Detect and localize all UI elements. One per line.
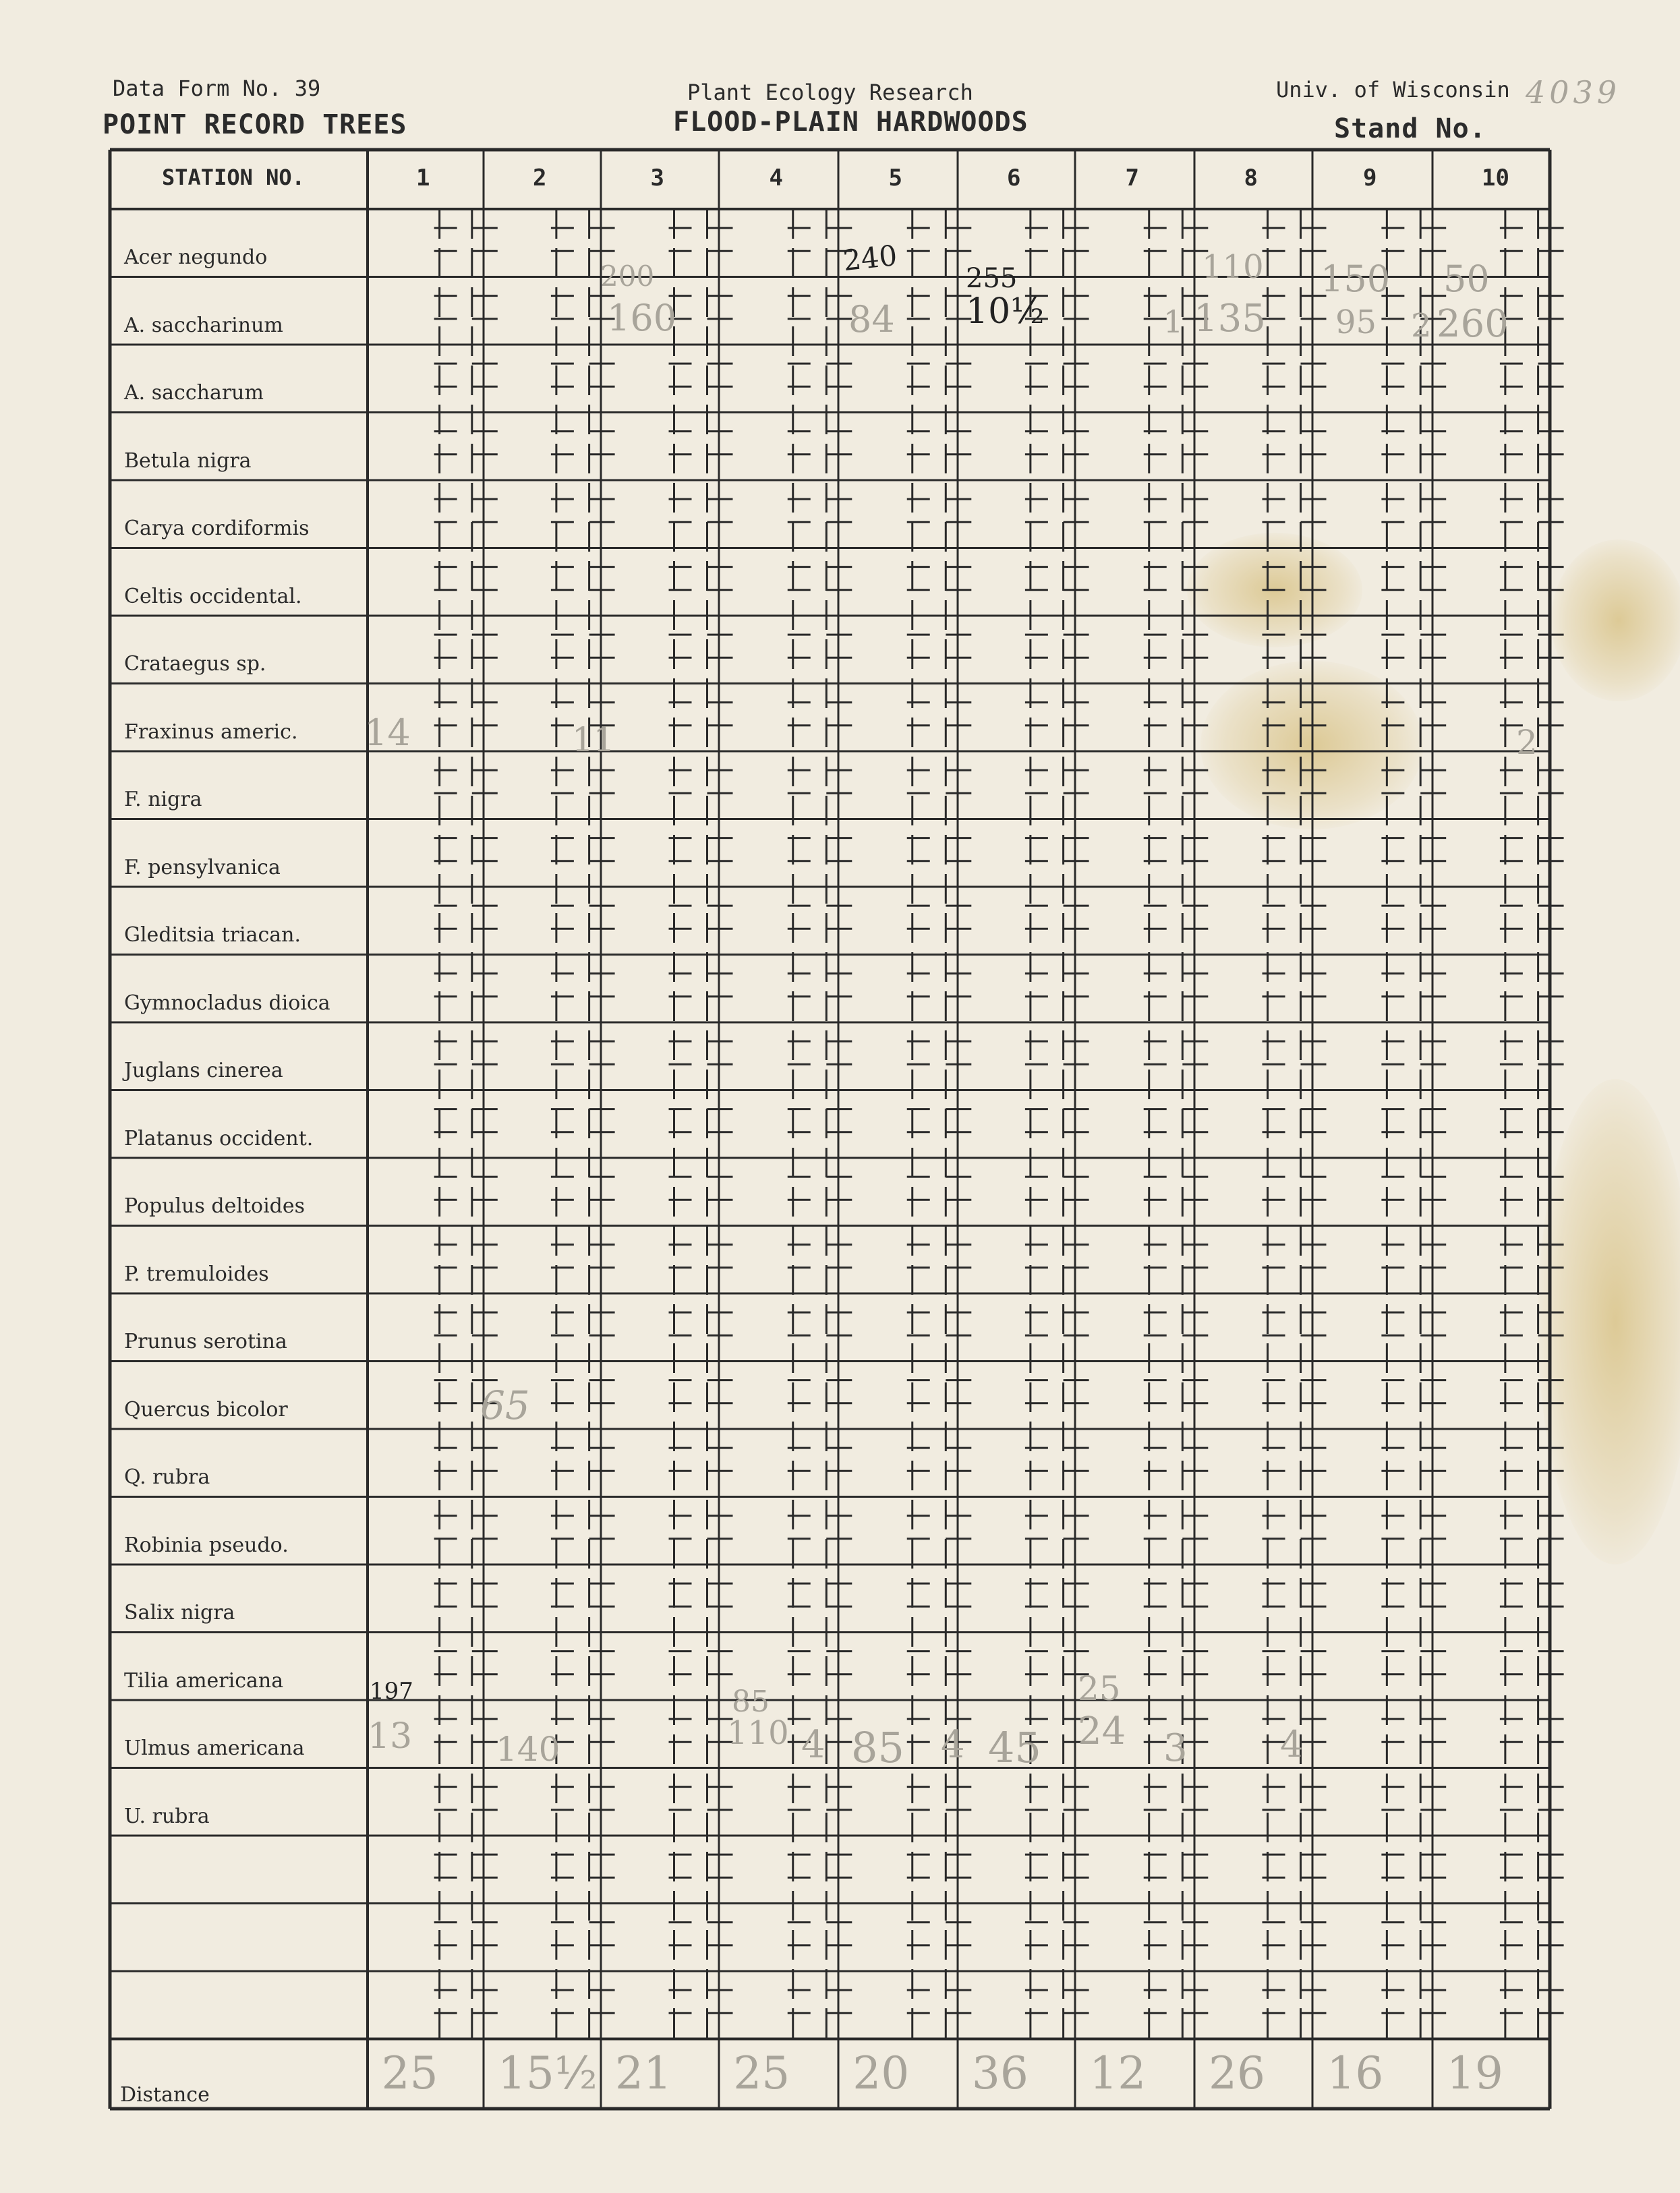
distance-value: 15½	[497, 2047, 598, 2099]
species-label: Gleditsia triacan.	[124, 923, 301, 947]
entry-fraxinus-s2: 11	[572, 720, 615, 759]
entry-saccharinum-s9a: 150	[1321, 258, 1391, 300]
species-label: Robinia pseudo.	[124, 1533, 289, 1557]
stand-label: Stand No.	[1334, 113, 1486, 144]
distance-value: 36	[971, 2047, 1029, 2099]
station-number: 4	[769, 165, 783, 192]
species-label: Quercus bicolor	[124, 1397, 288, 1422]
entry-saccharinum-s5: 84	[848, 298, 895, 341]
species-label: Fraxinus americ.	[124, 720, 298, 744]
species-label: Tilia americana	[124, 1668, 284, 1693]
species-label: Platanus occident.	[124, 1126, 314, 1150]
distance-value: 26	[1209, 2047, 1265, 2099]
species-label: Ulmus americana	[124, 1736, 305, 1760]
species-label: F. nigra	[124, 788, 202, 811]
distance-value: 25	[381, 2047, 438, 2099]
entry-saccharinum-s7: 1	[1163, 303, 1184, 340]
species-label: Q. rubra	[124, 1465, 210, 1489]
species-label: Celtis occidental.	[124, 584, 302, 608]
distance-value: 19	[1446, 2047, 1503, 2099]
form-number: Data Form No. 39	[113, 76, 321, 101]
station-number: 1	[416, 165, 430, 192]
species-label: Gymnocladus dioica	[124, 991, 330, 1015]
entry-saccharinum-s6a: 255	[966, 263, 1018, 294]
station-number: 9	[1363, 165, 1377, 192]
station-number: 6	[1007, 165, 1021, 192]
entry-saccharinum-s10b: 260	[1437, 302, 1509, 346]
species-label: Salix nigra	[124, 1601, 235, 1625]
station-number: 5	[888, 165, 902, 192]
entry-ulmus-s7a: 25	[1078, 1669, 1121, 1708]
entry-saccharinum-s6b: 10½	[966, 291, 1045, 332]
entry-fraxinus-s10: 2	[1516, 723, 1538, 762]
species-label: F. pensylvanica	[124, 855, 281, 879]
station-number: 3	[650, 165, 664, 192]
entry-ulmus-s4n: 4	[801, 1723, 825, 1767]
community-title: FLOOD-PLAIN HARDWOODS	[673, 107, 1029, 138]
stand-number: 4039	[1526, 74, 1621, 111]
entry-tilia-s1: 197	[370, 1678, 413, 1705]
station-number: 10	[1482, 165, 1509, 192]
station-number: 7	[1125, 165, 1139, 192]
form-title: POINT RECORD TREES	[103, 109, 407, 140]
entry-ulmus-s2: 140	[496, 1730, 560, 1769]
entry-saccharinum-s8a: 110	[1202, 248, 1264, 286]
entry-saccharinum-s10n: 2	[1411, 307, 1432, 345]
species-label: A. saccharum	[124, 381, 264, 405]
station-header: STATION NO.	[162, 165, 305, 190]
entry-saccharinum-s10a: 50	[1443, 258, 1490, 300]
entry-ulmus-s5n: 4	[941, 1723, 965, 1767]
program-title: Plant Ecology Research	[687, 80, 973, 105]
entry-ulmus-s4b: 110	[727, 1714, 789, 1752]
species-label: P. tremuloides	[124, 1262, 269, 1286]
species-label: Prunus serotina	[124, 1330, 287, 1353]
species-label: Populus deltoides	[124, 1194, 306, 1218]
entry-ulmus-s4a: 85	[732, 1685, 770, 1719]
entry-fraxinus-s1: 14	[364, 711, 411, 754]
entry-saccharinum-s3a: 200	[600, 260, 655, 293]
species-label: Carya cordiformis	[124, 517, 310, 540]
station-number: 8	[1244, 165, 1258, 192]
distance-label: Distance	[120, 2083, 210, 2107]
entry-ulmus-s7n: 3	[1163, 1726, 1188, 1770]
station-number: 2	[533, 165, 547, 192]
entry-ulmus-s5: 85	[851, 1723, 904, 1772]
species-label: Acer negundo	[124, 245, 268, 269]
entry-acer-negundo-s5: 240	[841, 238, 899, 278]
distance-value: 21	[615, 2047, 672, 2099]
entry-ulmus-s8n: 4	[1280, 1723, 1304, 1765]
species-label: Betula nigra	[124, 448, 252, 473]
species-label: U. rubra	[124, 1804, 210, 1828]
entry-saccharinum-s3b: 160	[607, 297, 677, 339]
entry-ulmus-s1: 13	[368, 1716, 413, 1757]
entry-saccharinum-s8b: 135	[1194, 297, 1266, 341]
institution: Univ. of Wisconsin	[1276, 77, 1510, 103]
entry-quercus-s2: 65	[480, 1382, 530, 1428]
distance-value: 20	[852, 2047, 910, 2099]
entry-saccharinum-s9b: 95	[1335, 303, 1377, 341]
entry-ulmus-s7b: 24	[1078, 1709, 1126, 1753]
distance-value: 12	[1089, 2047, 1147, 2099]
distance-value: 16	[1327, 2047, 1384, 2099]
entry-ulmus-s6: 45	[988, 1723, 1041, 1772]
species-label: A. saccharinum	[124, 313, 283, 337]
species-label: Juglans cinerea	[124, 1059, 283, 1082]
distance-value: 25	[733, 2047, 790, 2099]
species-label: Crataegus sp.	[124, 652, 266, 676]
